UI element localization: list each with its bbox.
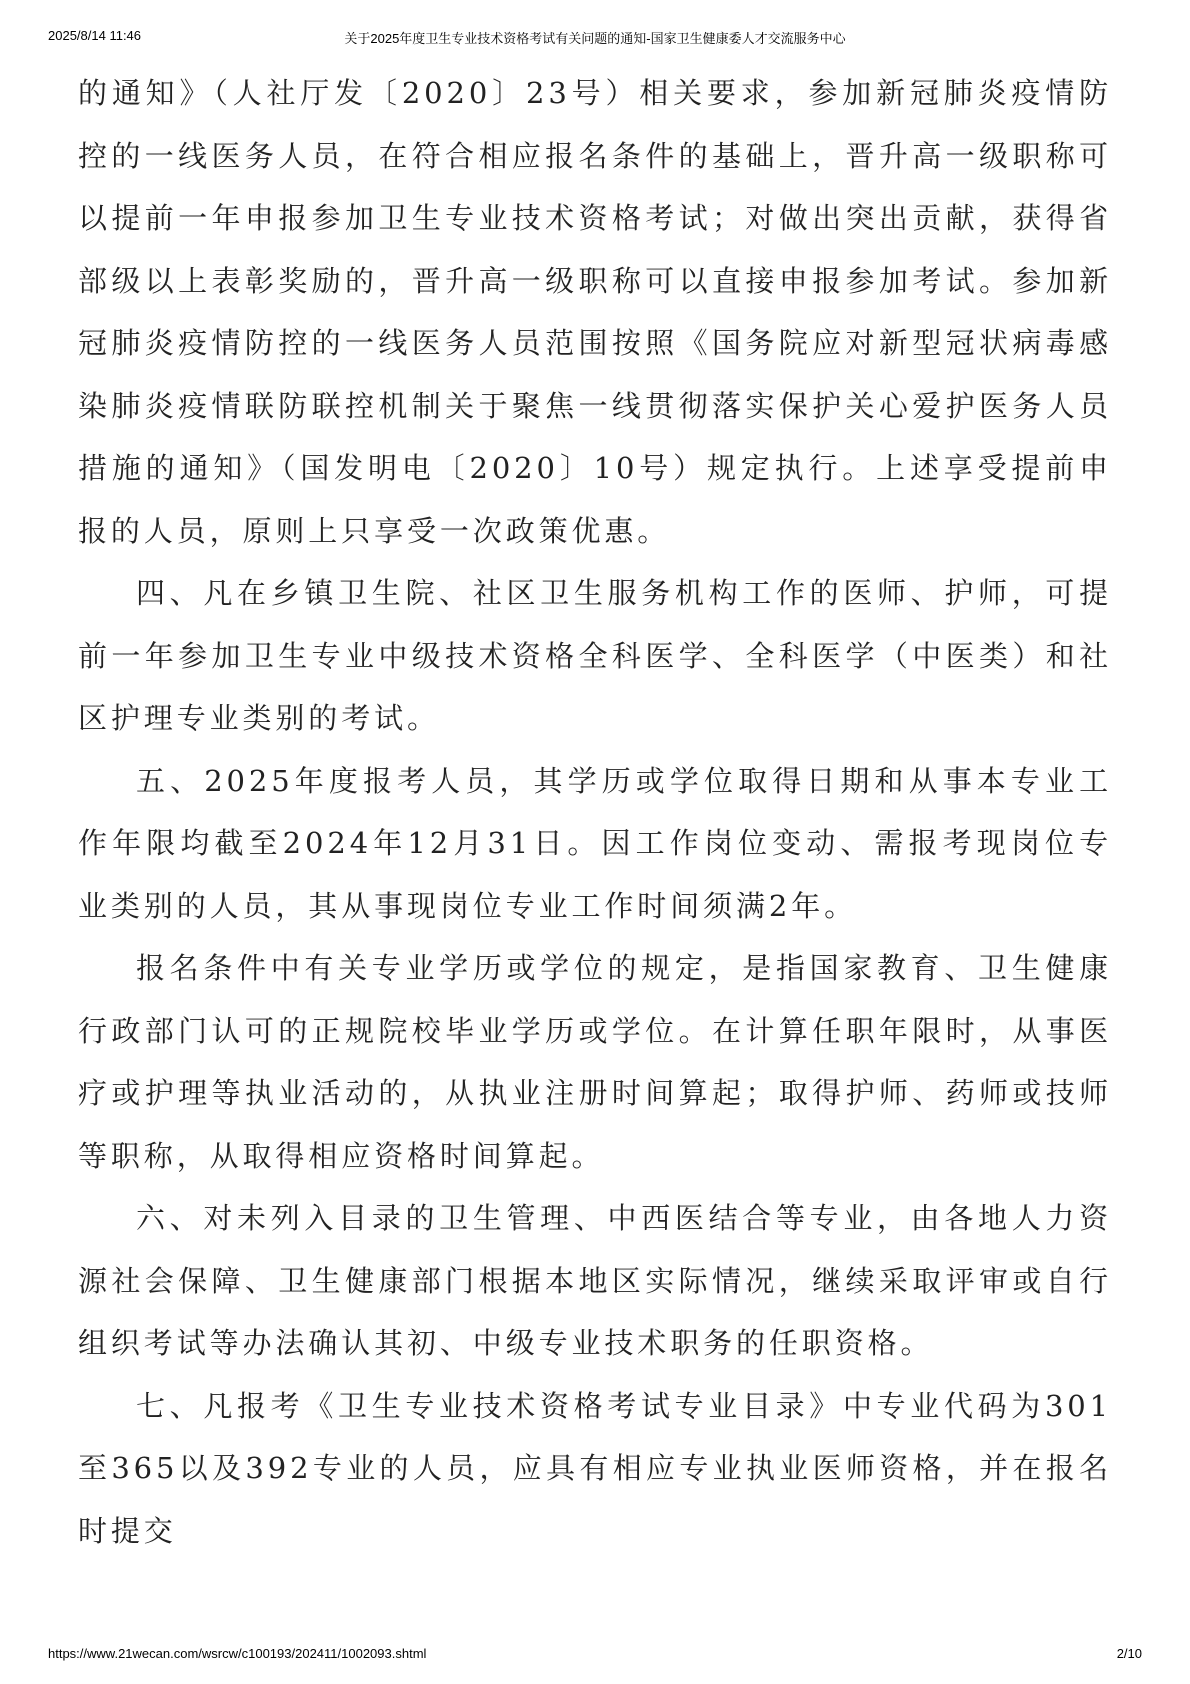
- print-datetime: 2025/8/14 11:46: [48, 28, 142, 43]
- page-number: 2/10: [1116, 1646, 1142, 1661]
- print-footer: [48, 1646, 1142, 1666]
- paragraph-item-five: 五、2025年度报考人员，其学历或学位取得日期和从事本专业工作年限均截至2024年12月31日。因工作岗位变动、需报考现岗位专业类别的人员，其从事现岗位专业工作时间须满2年。: [78, 763, 1112, 923]
- paragraph-item-seven: 七、凡报考《卫生专业技术资格考试专业目录》中专业代码为301至365以及392专业的人员，应具有相应专业执业医师资格，并在报名时提交: [78, 1388, 1112, 1548]
- print-header: [48, 28, 1142, 48]
- print-page-title: 关于2025年度卫生专业技术资格考试有关问题的通知-国家卫生健康委人才交流服务中心: [344, 31, 846, 46]
- paragraph-item-six: 六、对未列入目录的卫生管理、中西医结合等专业，由各地人力资源社会保障、卫生健康部门根据本地区实际情况，继续采取评审或自行组织考试等办法确认其初、中级专业技术职务的任职资格。: [78, 1201, 1112, 1360]
- paragraph-item-four: 四、凡在乡镇卫生院、社区卫生服务机构工作的医师、护师，可提前一年参加卫生专业中级技术资格全科医学、全科医学（中医类）和社区护理专业类别的考试。: [78, 576, 1112, 735]
- article-body: [78, 62, 1112, 1562]
- paragraph-continuation: 的通知》（人社厅发〔2020〕23号）相关要求，参加新冠肺炎疫情防控的一线医务人员，在符合相应报名条件的基础上，晋升高一级职称可以提前一年申报参加卫生专业技术资格考试；对做出突出贡献，获得省部级以上表彰奖励的，晋升高一级职称可以直接申报参加考试。参加新冠肺炎疫情防控的一线医务人员范围按照《国务院应对新型冠状病毒感染肺炎疫情联防联控机制关于聚焦一线贯彻落实保护关心爱护医务人员措施的通知》（国发明电〔2020〕10号）规定执行。上述享受提前申报的人员，原则上只享受一次政策优惠。: [78, 76, 1112, 548]
- paragraph-qualification-rules: 报名条件中有关专业学历或学位的规定，是指国家教育、卫生健康行政部门认可的正规院校毕业学历或学位。在计算任职年限时，从事医疗或护理等执业活动的，从执业注册时间算起；取得护师、药师或技师等职称，从取得相应资格时间算起。: [78, 951, 1112, 1173]
- print-source-url: https://www.21wecan.com/wsrcw/c100193/202411/1002093.shtml: [48, 1646, 427, 1661]
